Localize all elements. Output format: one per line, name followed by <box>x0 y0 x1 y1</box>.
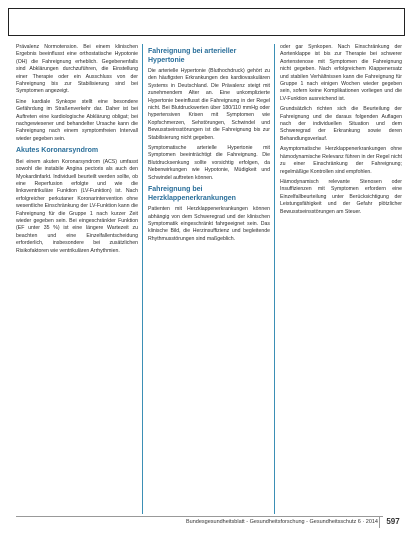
section-heading: Fahreignung bei Herzklappenerkrankungen <box>148 186 236 202</box>
paragraph: Hämodynamisch relevante Stenosen oder Insuffizienzen mit Symptomen erfordern eine Einzelfallbeurteilung unter Berücksichtigung der Leistungsfähigkeit und der Gefahr plötzlicher Bewusstseinsstörungen am Steuer. <box>280 178 402 215</box>
paragraph: oder gar Synkopen. Nach Einschränkung der Aortenklappe ist bis zur Therapie bei schwerer Aortenstenose mit Symptomen die Fahreignung nicht gegeben. Nach erfolgreichem Klappenersatz und stabilen Verhältnissen kann die Fahreignung für Gruppe 1 nach einigen Wochen wieder gegeben sein, sofern keine Komplikationen vorliegen und die LV-Funktion ausreichend ist. <box>280 44 402 102</box>
paragraph: Grundsätzlich richten sich die Beurteilung der Fahreignung und die daraus folgenden Auflagen nach der individuellen Situation und dem Schweregrad der Erkrankung sowie deren Behandlungsverlauf. <box>280 106 402 142</box>
column-middle <box>148 44 270 516</box>
journal-footer: Bundesgesundheitsblatt - Gesundheitsforschung - Gesundheitsschutz 6 · 2014 <box>185 519 378 525</box>
paragraph: Symptomatische arterielle Hypertonie mit Symptomen beeinträchtigt die Fahreignung. Die Blutdrucksenkung sollte vorsichtig erfolgen, da Nebenwirkungen wie Hypotonie, Müdigkeit und Schwindel auftreten können. <box>148 145 270 181</box>
paragraph: Die arterielle Hypertonie (Bluthochdruck) gehört zu den häufigsten Erkrankungen des kardiovaskulären Systems in Deutschland. Die Prävalenz steigt mit zunehmendem Alter an. Eine unkomplizierte Hypertonie beeinflusst die Fahreignung in der Regel nicht. Bei Blutdruckwerten über 180/110 mmHg oder hypertensiven Krisen mit Symptomen wie Kopfschmerzen, Sehstörungen, Schwindel und Bewusstseinsstörungen ist die Fahreignung bis zur Stabilisierung nicht gegeben. <box>148 68 270 141</box>
section-heading: Akutes Koronarsyndrom <box>16 147 99 155</box>
paragraph: Asymptomatische Herzklappenerkrankungen ohne hämodynamische Relevanz führen in der Regel nicht zu einer Einschränkung der Fahreignung; regelmäßige Kontrollen sind empfohlen. <box>280 146 402 175</box>
page-number: 597 <box>379 516 406 528</box>
paragraph: Patienten mit Herzklappenerkrankungen können abhängig von dem Schweregrad und der klinischen Symptomatik eingeschränkt fahrgeeignet sein. Das klinische Bild, die Herzinsuffizienz und begleitende Rhythmusstörungen sind maßgeblich. <box>148 206 270 242</box>
section-heading: Fahreignung bei arterieller Hypertonie <box>148 48 237 64</box>
paragraph: Prävalenz Normotension. Bei einem klinischen Ergebnis beeinflusst eine orthostatische Hypotonie (OH) die Fahreignung erheblich. Gegebenenfalls sind Abklärungen durchzuführen, die Einstellung einer Therapie oder ein Ausschluss von der Fahreignung bis zur Stabilisierung sind bei Symptomen angezeigt. <box>16 44 138 95</box>
column-divider <box>142 44 143 514</box>
column-divider <box>274 44 275 514</box>
column-right <box>280 44 402 516</box>
header-box <box>8 8 405 36</box>
paragraph: Bei einem akuten Koronarsyndrom (ACS) umfasst sowohl die instabile Angina pectoris als auch den Myokardinfarkt. Individuell beurteilt werden sollte, ob eine Reperfusion erfolgte und wie die linksventrikuläre Funktion (LV-Funktion) ist. Nach erfolgreicher perkutaner Koronarintervention ohne wesentliche Einschränkung der LV-Funktion kann die Fahreignung für die Gruppe 1 nach kurzer Zeit wieder gegeben sein. Bei eingeschränkter Funktion (EF unter 35 %) ist eine längere Wartezeit zu beachten und eine Einzelfallentscheidung erforderlich, insbesondere bei zusätzlichen Risikofaktoren wie ventrikulären Arrhythmien. <box>16 158 138 254</box>
paragraph: Eine kardiale Synkope stellt eine besondere Gefährdung im Straßenverkehr dar. Daher ist bei Auftreten eine kardiologische Abklärung obligat; bei nachgewiesener und behandelter Ursache kann die Fahreignung nach einem symptomfreien Intervall wieder gegeben sein. <box>16 98 138 142</box>
column-left <box>16 44 138 516</box>
